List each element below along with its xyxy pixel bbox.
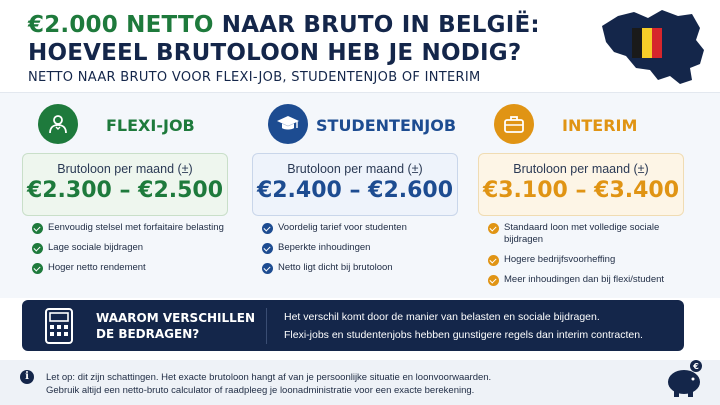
check-icon [262,263,273,274]
explanation-banner [22,300,684,351]
column-header [22,98,222,150]
calculator-icon [44,307,74,345]
price-range: €2.300 – €2.500 [26,178,224,203]
briefcase-icon [494,104,534,144]
page-title-line2: HOEVEEL BRUTOLOON HEB JE NODIG? [28,40,522,66]
price-card [252,153,458,216]
price-range: €3.100 – €3.400 [482,178,680,203]
header [0,0,720,92]
price-card [22,153,228,216]
check-icon [488,255,499,266]
person-icon [38,104,78,144]
price-range: €2.400 – €2.600 [256,178,454,203]
graduation-cap-icon [268,104,308,144]
divider [266,308,267,344]
feature-list [32,222,242,282]
column-title: STUDENTENJOB [316,116,457,135]
check-icon [32,263,43,274]
column-header [252,98,457,150]
list-item: Hoger netto rendement [32,262,242,274]
check-icon [32,243,43,254]
info-icon: i [20,370,34,384]
banner-text: Het verschil komt door de manier van belasten en sociale bijdragen. [284,311,600,323]
title-rest: NAAR BRUTO IN BELGIË: [213,12,540,38]
column-flexi-job [22,98,222,298]
page-subtitle: NETTO NAAR BRUTO VOOR FLEXI-JOB, STUDENTENJOB OF INTERIM [28,70,481,85]
list-item: Hogere bedrijfsvoorheffing [488,254,698,266]
banner-title: WAAROM VERSCHILLEN DE BEDRAGEN? [96,311,256,341]
list-item: Eenvoudig stelsel met forfaitaire belasting [32,222,242,234]
price-card [478,153,684,216]
list-item: Voordelig tarief voor studenten [262,222,472,234]
feature-list [262,222,472,282]
check-icon [32,223,43,234]
title-highlight: €2.000 NETTO [28,12,214,38]
list-item: Netto ligt dicht bij brutoloon [262,262,472,274]
feature-list [488,222,698,294]
column-header [478,98,678,150]
check-icon [262,223,273,234]
page-title [28,12,540,38]
column-title: FLEXI-JOB [106,116,195,135]
column-interim [478,98,678,298]
price-label: Brutoloon per maand (±) [513,162,649,176]
svg-text:€: € [693,362,699,371]
price-label: Brutoloon per maand (±) [57,162,193,176]
check-icon [262,243,273,254]
check-icon [488,223,499,234]
check-icon [488,275,499,286]
price-label: Brutoloon per maand (±) [287,162,423,176]
banner-text: Flexi-jobs en studentenjobs hebben gunstigere regels dan interim contracten. [284,329,643,341]
list-item: Beperkte inhoudingen [262,242,472,254]
disclaimer-text: Let op: dit zijn schattingen. Het exacte brutoloon hangt af van je persoonlijke situatie en loonvoorwaarden. [46,372,492,383]
disclaimer-footer [0,360,720,405]
disclaimer-text: Gebruik altijd een netto-bruto calculator of raadpleeg je loonadministratie voor een exacte berekening. [46,385,475,396]
piggy-bank-icon [662,358,706,398]
list-item: Standaard loon met volledige sociale bijdragen [488,222,698,246]
belgium-map-icon [596,6,708,88]
column-title: INTERIM [562,116,638,135]
column-studentenjob [252,98,457,298]
list-item: Meer inhoudingen dan bij flexi/student [488,274,698,286]
list-item: Lage sociale bijdragen [32,242,242,254]
